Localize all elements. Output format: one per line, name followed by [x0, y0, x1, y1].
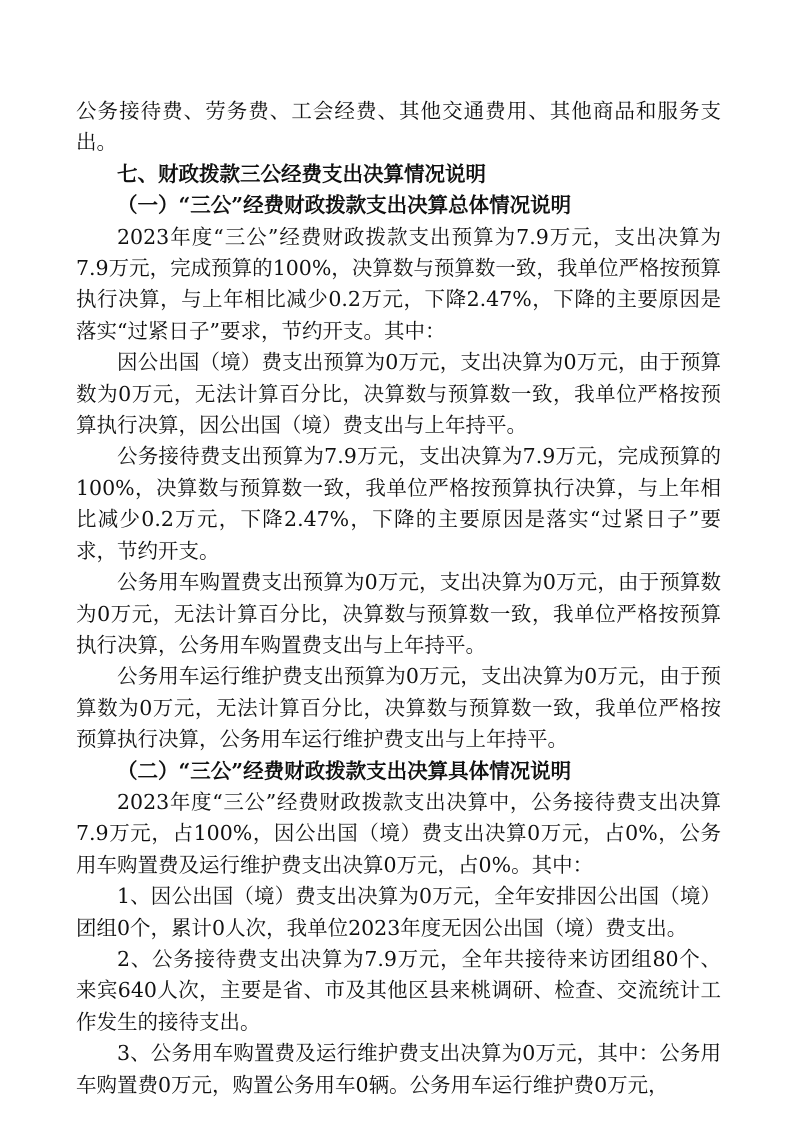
paragraph-official-reception: 公务接待费支出预算为7.9万元，支出决算为7.9万元，完成预算的100%，决算数与预算数一致，我单位严格按预算执行决算，与上年相比减少0.2万元，下降2.47%，下降的主要原因是落实“过紧日子”要求，节约开支。 [76, 444, 721, 563]
paragraph-item-3: 3、公务用车购置费及运行维护费支出决算为0万元，其中：公务用车购置费0万元，购置公务用车0辆。公务用车运行维护费0万元， [76, 1041, 721, 1097]
paragraph-overall-summary: 2023年度“三公”经费财政拨款支出预算为7.9万元，支出决算为7.9万元，完成预算的100%，决算数与预算数一致，我单位严格按预算执行决算，与上年相比减少0.2万元，下降2.47%，下降的主要原因是落实“过紧日子”要求，节约开支。其中： [76, 224, 721, 343]
paragraph-overseas-travel: 因公出国（境）费支出预算为0万元，支出决算为0万元，由于预算数为0万元，无法计算百分比，决算数与预算数一致，我单位严格按预算执行决算，因公出国（境）费支出与上年持平。 [76, 350, 721, 438]
paragraph-item-1: 1、因公出国（境）费支出决算为0万元，全年安排因公出国（境）团组0个，累计0人次，我单位2023年度无因公出国（境）费支出。 [76, 884, 721, 940]
subsection-heading-overall: （一）“三公”经费财政拨款支出决算总体情况说明 [117, 193, 572, 218]
document-body [76, 96, 721, 1101]
subsection-heading-details: （二）“三公”经费财政拨款支出决算具体情况说明 [117, 758, 572, 783]
paragraph-vehicle-purchase: 公务用车购置费支出预算为0万元，支出决算为0万元，由于预算数为0万元，无法计算百分比，决算数与预算数一致，我单位严格按预算执行决算，公务用车购置费支出与上年持平。 [76, 570, 721, 657]
paragraph-details-summary: 2023年度“三公”经费财政拨款支出决算中，公务接待费支出决算7.9万元，占100%，因公出国（境）费支出决算0万元，占0%，公务用车购置费及运行维护费支出决算0万元，占0%。其中： [76, 789, 721, 877]
paragraph-continuation: 公务接待费、劳务费、工会经费、其他交通费用、其他商品和服务支出。 [76, 99, 721, 155]
paragraph-item-2: 2、公务接待费支出决算为7.9万元，全年共接待来访团组80个、来宾640人次，主要是省、市及其他区县来桃调研、检查、交流统计工作发生的接待支出。 [76, 946, 721, 1034]
section-heading-seven: 七、财政拨款三公经费支出决算情况说明 [117, 161, 486, 186]
paragraph-vehicle-operation: 公务用车运行维护费支出预算为0万元，支出决算为0万元，由于预算数为0万元，无法计算百分比，决算数与预算数一致，我单位严格按预算执行决算，公务用车运行维护费支出与上年持平。 [76, 664, 721, 752]
